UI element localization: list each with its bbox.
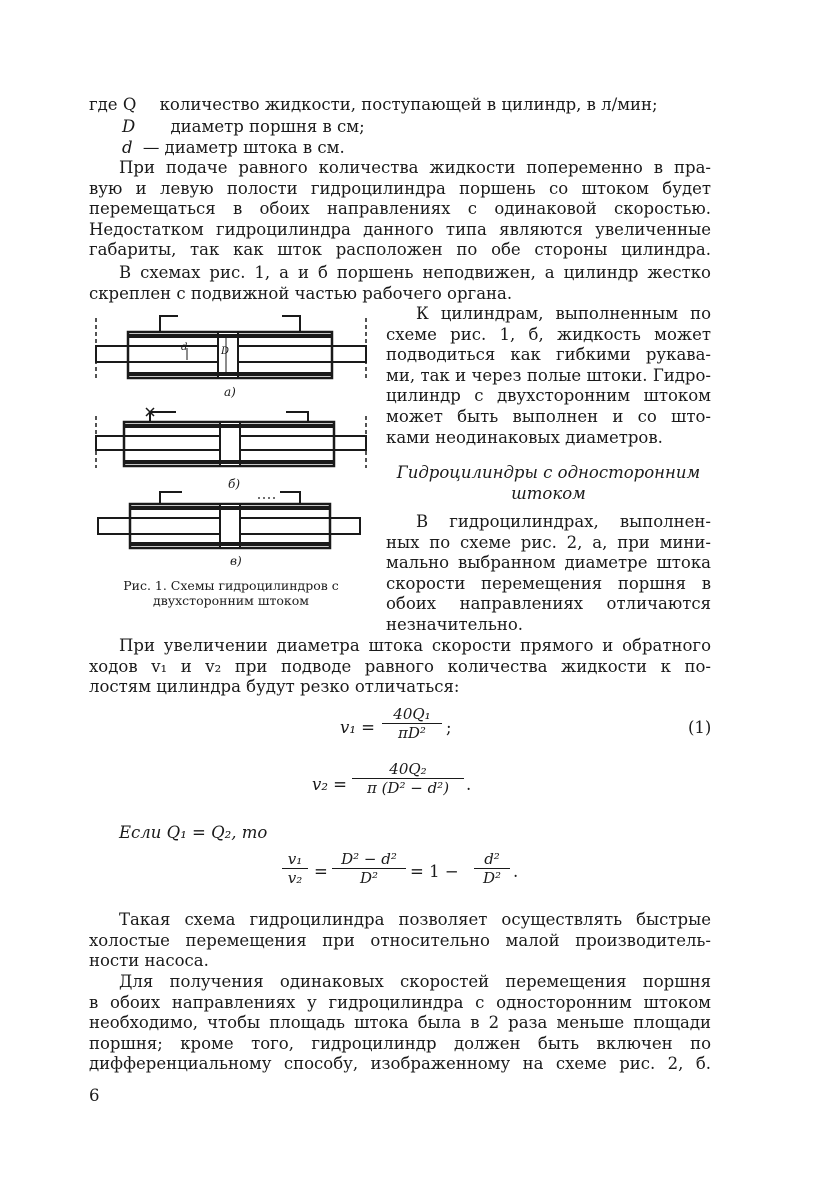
definition-d-big-text: диаметр поршня в см; (170, 117, 365, 136)
formula-ratio-3-numerator: d² (484, 850, 500, 868)
definition-d-small (122, 138, 345, 158)
formula-ratio-3-denominator: D² (474, 868, 510, 887)
definition-q-text: количество жидкости, поступающей в цилиндр, в л/мин; (159, 95, 658, 114)
scheme-b-drawing (96, 408, 366, 468)
page-number: 6 (89, 1086, 100, 1105)
paragraph-5 (89, 636, 711, 698)
figure-dim-D: D (221, 346, 230, 357)
paragraph-2-line: В схемах рис. 1, а и б поршень неподвижен, а цилиндр жестко (119, 263, 711, 282)
condition-text: Если Q₁ = Q₂, то (119, 823, 268, 842)
formula-v2-numerator: 40Q₂ (389, 760, 427, 778)
formula-ratio-2-denominator: D² (332, 868, 406, 887)
formula-v1-tail: ; (446, 718, 452, 737)
figure-caption (86, 578, 376, 608)
paragraph-4-line: В гидроцилиндрах, выполнен- (416, 512, 711, 531)
definition-d-big-symbol: D (122, 117, 136, 136)
paragraph-1-line: перемещаться в обоих направлениях с одинаковой скоростью. (89, 199, 711, 219)
scheme-c-drawing (98, 492, 360, 548)
formula-ratio-2-numerator: D² − d² (341, 850, 397, 868)
definition-d-small-text: — диаметр штока в см. (142, 138, 345, 157)
paragraph-4 (386, 512, 711, 636)
figure-label-b: б) (228, 477, 241, 491)
section-heading-line-2: штоком (511, 484, 586, 503)
paragraph-3-line: может быть выполнен и со што- (386, 406, 711, 426)
formula-v1-numerator: 40Q₁ (393, 705, 431, 723)
paragraph-5-line: При увеличении диаметра штока скорости прямого и обратного (119, 636, 711, 655)
formula-ratio-fraction (282, 850, 308, 887)
paragraph-7-line: поршня; кроме того, гидроцилиндр должен быть включен по (89, 1033, 711, 1053)
formula-ratio-fraction-3 (474, 850, 510, 887)
equation-number: (1) (688, 718, 712, 737)
formula-ratio-fraction-2 (332, 850, 406, 887)
figure-label-a: а) (224, 385, 236, 399)
paragraph-4-line: скорости перемещения поршня в (386, 573, 711, 593)
section-heading-line-1: Гидроцилиндры с односторонним (396, 463, 701, 482)
paragraph-1-line: габариты, так как шток расположен по обе стороны цилиндра. (89, 240, 711, 260)
formula-v1-lhs: v₁ = (340, 718, 376, 737)
paragraph-3-line: цилиндр с двухсторонним штоком (386, 386, 711, 406)
paragraph-7-line: дифференциальному способу, изображенному на схеме рис. 2, б. (89, 1054, 711, 1074)
paragraph-1-line: При подаче равного количества жидкости попеременно в пра- (119, 158, 711, 177)
formula-v2-lhs: v₂ = (312, 775, 348, 794)
formula-v1-fraction (382, 705, 442, 742)
paragraph-5-line: ходов v₁ и v₂ при подводе равного количества жидкости к по- (89, 656, 711, 676)
definition-d-small-symbol: d (122, 138, 133, 157)
formula-ratio-eq2: = 1 − (410, 862, 459, 881)
paragraph-3 (386, 304, 711, 448)
paragraph-3-line: К цилиндрам, выполненным по (416, 304, 711, 323)
scheme-a-drawing (96, 316, 366, 380)
formula-v2-tail: . (466, 775, 472, 794)
formula-ratio-denominator: v₂ (282, 868, 308, 887)
paragraph-5-line: лостям цилиндра будут резко отличаться: (89, 677, 460, 697)
paragraph-4-line: обоих направлениях отличаются (386, 594, 711, 614)
figure-caption-line-2: двухсторонним штоком (153, 593, 309, 608)
definition-q-symbol: где Q (89, 95, 137, 114)
paragraph-4-line: мально выбранном диаметре штока (386, 553, 711, 573)
paragraph-4-line: незначительно. (386, 614, 524, 634)
paragraph-7-line: Для получения одинаковых скоростей перемещения поршня (119, 972, 711, 991)
paragraph-6-line: холостые перемещения при относительно малой производитель- (89, 930, 711, 950)
paragraph-6 (89, 910, 711, 972)
formula-ratio-eq1: = (314, 862, 328, 881)
formula-v2-fraction (352, 760, 464, 797)
definition-q (89, 95, 658, 115)
formula-ratio-numerator: v₁ (287, 850, 303, 868)
figure-caption-line-1: Рис. 1. Схемы гидроцилиндров с (123, 578, 339, 593)
formula-v2-denominator: π (D² − d²) (352, 778, 464, 797)
paragraph-2 (89, 263, 711, 304)
paragraph-6-line: Такая схема гидроцилиндра позволяет осуществлять быстрые (119, 910, 711, 929)
paragraph-7-line: в обоих направлениях у гидроцилиндра с односторонним штоком (89, 992, 711, 1012)
paragraph-1-line: вую и левую полости гидроцилиндра поршень со штоком будет (89, 178, 711, 198)
section-heading (386, 462, 711, 504)
paragraph-1-line: Недостатком гидроцилиндра данного типа являются увеличенные (89, 219, 711, 239)
figure-label-c: в) (230, 554, 242, 568)
paragraph-7 (89, 972, 711, 1075)
formula-v1-denominator: πD² (382, 723, 442, 742)
paragraph-7-line: необходимо, чтобы площадь штока была в 2 раза меньше площади (89, 1013, 711, 1033)
paragraph-4-line: ных по схеме рис. 2, а, при мини- (386, 532, 711, 552)
paragraph-3-line: схеме рис. 1, б, жидкость может (386, 324, 711, 344)
paragraph-1 (89, 158, 711, 261)
paragraph-3-line: подводиться как гибкими рукава- (386, 345, 711, 365)
paragraph-6-line: ности насоса. (89, 951, 209, 971)
paragraph-3-line: ками неодинаковых диаметров. (386, 427, 663, 447)
definition-d-big (122, 117, 365, 137)
figure-dim-d: d (181, 342, 188, 353)
paragraph-3-line: ми, так и через полые штоки. Гидро- (386, 365, 711, 385)
paragraph-2-line: скреплен с подвижной частью рабочего органа. (89, 283, 513, 303)
formula-ratio-tail: . (513, 862, 519, 881)
